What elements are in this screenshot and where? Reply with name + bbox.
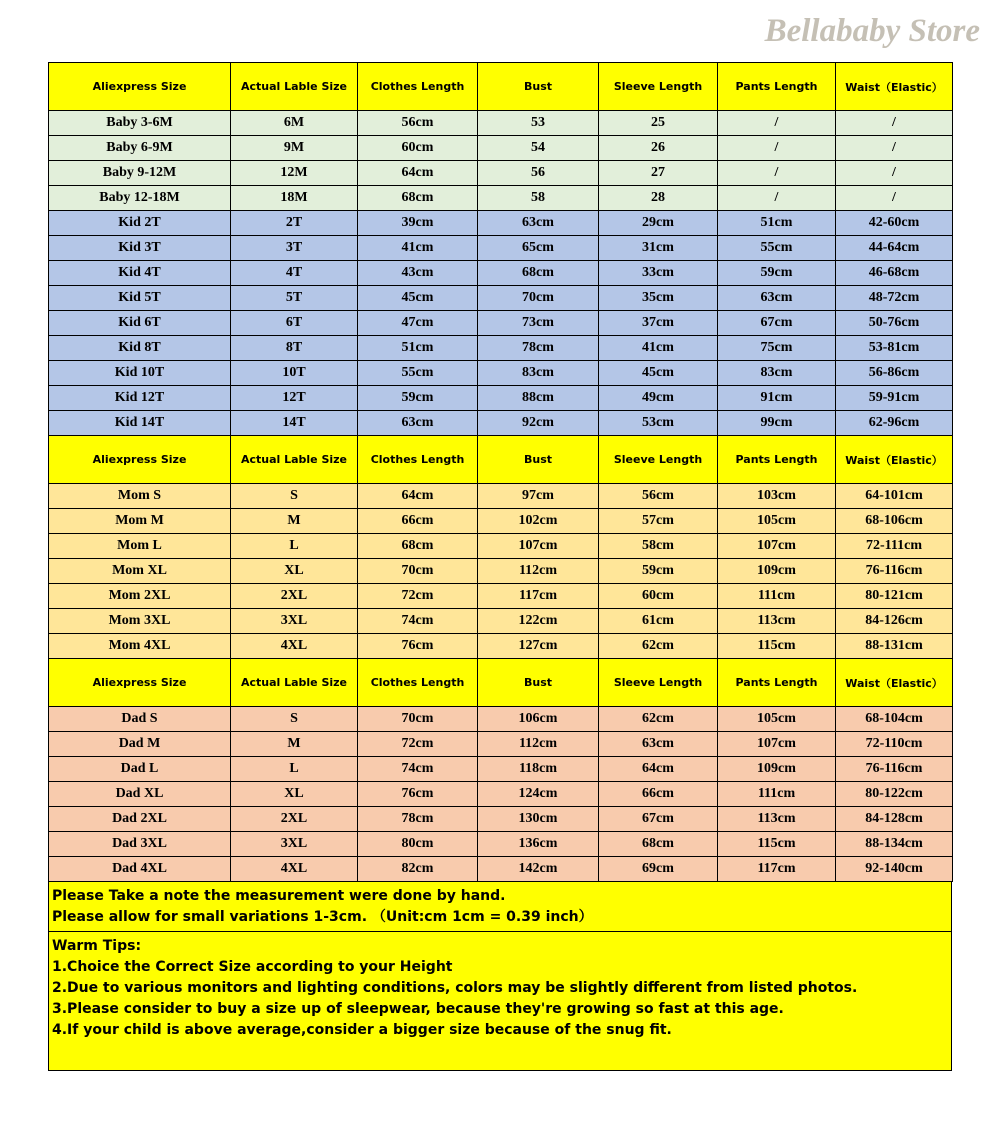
table-cell: 107cm: [718, 732, 836, 757]
table-cell: 63cm: [358, 411, 478, 436]
table-cell: Kid 14T: [49, 411, 231, 436]
table-cell: 51cm: [718, 211, 836, 236]
table-cell: 63cm: [718, 286, 836, 311]
table-cell: Mom 2XL: [49, 584, 231, 609]
table-cell: 107cm: [478, 534, 599, 559]
table-cell: 136cm: [478, 832, 599, 857]
column-header: Aliexpress Size: [49, 63, 231, 111]
table-cell: 111cm: [718, 782, 836, 807]
table-cell: 80-122cm: [836, 782, 953, 807]
table-cell: 44-64cm: [836, 236, 953, 261]
table-cell: 83cm: [478, 361, 599, 386]
dad-size-row: [49, 857, 953, 882]
table-cell: 72-110cm: [836, 732, 953, 757]
table-cell: 29cm: [599, 211, 718, 236]
table-cell: Dad 2XL: [49, 807, 231, 832]
table-cell: 65cm: [478, 236, 599, 261]
table-cell: 72cm: [358, 732, 478, 757]
table-cell: Kid 2T: [49, 211, 231, 236]
table-cell: 68cm: [599, 832, 718, 857]
column-header: Pants Length: [718, 659, 836, 707]
table-cell: 43cm: [358, 261, 478, 286]
table-cell: S: [231, 484, 358, 509]
table-cell: 25: [599, 111, 718, 136]
column-header: Aliexpress Size: [49, 659, 231, 707]
mom-size-row: [49, 509, 953, 534]
table-cell: 115cm: [718, 832, 836, 857]
table-cell: 48-72cm: [836, 286, 953, 311]
mom-size-row: [49, 609, 953, 634]
table-cell: Kid 10T: [49, 361, 231, 386]
table-cell: 39cm: [358, 211, 478, 236]
table-cell: 5T: [231, 286, 358, 311]
table-cell: 59-91cm: [836, 386, 953, 411]
table-cell: 92cm: [478, 411, 599, 436]
table-cell: 10T: [231, 361, 358, 386]
store-watermark: Bellababy Store: [764, 13, 980, 49]
table-cell: 78cm: [358, 807, 478, 832]
table-cell: 42-60cm: [836, 211, 953, 236]
table-cell: 62cm: [599, 634, 718, 659]
table-cell: Mom L: [49, 534, 231, 559]
table-cell: 37cm: [599, 311, 718, 336]
table-cell: 6M: [231, 111, 358, 136]
table-cell: 62cm: [599, 707, 718, 732]
table-cell: 2XL: [231, 807, 358, 832]
table-cell: 56-86cm: [836, 361, 953, 386]
table-cell: 18M: [231, 186, 358, 211]
table-cell: 68-106cm: [836, 509, 953, 534]
table-cell: 59cm: [358, 386, 478, 411]
column-header: Waist（Elastic）: [836, 63, 953, 111]
table-cell: Dad XL: [49, 782, 231, 807]
table-cell: Kid 5T: [49, 286, 231, 311]
column-header: Aliexpress Size: [49, 436, 231, 484]
column-header: Sleeve Length: [599, 436, 718, 484]
table-cell: 8T: [231, 336, 358, 361]
table-cell: 68-104cm: [836, 707, 953, 732]
table-cell: 58cm: [599, 534, 718, 559]
table-cell: 70cm: [358, 559, 478, 584]
size-table: [48, 62, 953, 882]
table-cell: 69cm: [599, 857, 718, 882]
table-cell: 127cm: [478, 634, 599, 659]
mom-size-row: [49, 484, 953, 509]
table-cell: 102cm: [478, 509, 599, 534]
table-cell: 56cm: [599, 484, 718, 509]
measurement-note: [48, 882, 952, 932]
table-cell: 73cm: [478, 311, 599, 336]
table-cell: 70cm: [358, 707, 478, 732]
table-cell: 63cm: [478, 211, 599, 236]
table-cell: Mom M: [49, 509, 231, 534]
column-header: Bust: [478, 659, 599, 707]
table-cell: 92-140cm: [836, 857, 953, 882]
tip-item: 4.If your child is above average,consider a bigger size because of the snug fit.: [52, 1022, 672, 1038]
table-cell: 27: [599, 161, 718, 186]
warm-tips: [48, 932, 952, 1071]
column-header: Clothes Length: [358, 436, 478, 484]
table-cell: 41cm: [599, 336, 718, 361]
table-cell: 31cm: [599, 236, 718, 261]
table-cell: 41cm: [358, 236, 478, 261]
table-cell: Baby 9-12M: [49, 161, 231, 186]
table-cell: 59cm: [718, 261, 836, 286]
table-cell: 91cm: [718, 386, 836, 411]
table-cell: 74cm: [358, 757, 478, 782]
table-cell: 64-101cm: [836, 484, 953, 509]
kid-size-row: [49, 261, 953, 286]
kid-size-row: [49, 311, 953, 336]
table-cell: 57cm: [599, 509, 718, 534]
table-cell: Dad L: [49, 757, 231, 782]
baby-size-row: [49, 161, 953, 186]
table-cell: Dad 4XL: [49, 857, 231, 882]
table-cell: 117cm: [478, 584, 599, 609]
table-cell: 54: [478, 136, 599, 161]
table-cell: /: [718, 136, 836, 161]
table-cell: 111cm: [718, 584, 836, 609]
table-cell: 109cm: [718, 559, 836, 584]
table-cell: 56: [478, 161, 599, 186]
table-cell: 84-126cm: [836, 609, 953, 634]
kid-size-row: [49, 386, 953, 411]
table-cell: 115cm: [718, 634, 836, 659]
table-cell: 105cm: [718, 707, 836, 732]
kid-size-row: [49, 236, 953, 261]
kid-size-row: [49, 286, 953, 311]
table-cell: 61cm: [599, 609, 718, 634]
table-cell: 45cm: [599, 361, 718, 386]
table-cell: 68cm: [358, 186, 478, 211]
table-cell: Mom S: [49, 484, 231, 509]
table-cell: /: [836, 186, 953, 211]
table-cell: 99cm: [718, 411, 836, 436]
column-header: Sleeve Length: [599, 659, 718, 707]
table-cell: 53: [478, 111, 599, 136]
table-cell: 66cm: [358, 509, 478, 534]
table-cell: 9M: [231, 136, 358, 161]
column-header: Pants Length: [718, 63, 836, 111]
table-cell: 76-116cm: [836, 757, 953, 782]
table-cell: 83cm: [718, 361, 836, 386]
table-cell: 122cm: [478, 609, 599, 634]
table-cell: 64cm: [358, 161, 478, 186]
table-cell: 33cm: [599, 261, 718, 286]
table-cell: 80-121cm: [836, 584, 953, 609]
table-cell: 113cm: [718, 807, 836, 832]
table-cell: M: [231, 509, 358, 534]
column-header: Actual Lable Size: [231, 659, 358, 707]
dad-size-row: [49, 707, 953, 732]
table-cell: Kid 6T: [49, 311, 231, 336]
table-cell: Dad 3XL: [49, 832, 231, 857]
table-cell: Dad S: [49, 707, 231, 732]
table-cell: 47cm: [358, 311, 478, 336]
dad-size-row: [49, 832, 953, 857]
mom-size-row: [49, 559, 953, 584]
dad-size-row: [49, 757, 953, 782]
column-header: Pants Length: [718, 436, 836, 484]
table-cell: 58: [478, 186, 599, 211]
table-cell: 88-131cm: [836, 634, 953, 659]
table-cell: 4T: [231, 261, 358, 286]
table-cell: 103cm: [718, 484, 836, 509]
table-cell: L: [231, 534, 358, 559]
table-cell: 72cm: [358, 584, 478, 609]
table-cell: 64cm: [599, 757, 718, 782]
table-cell: 107cm: [718, 534, 836, 559]
table-cell: /: [718, 186, 836, 211]
table-cell: 70cm: [478, 286, 599, 311]
table-cell: 76cm: [358, 782, 478, 807]
table-cell: 3XL: [231, 832, 358, 857]
table-cell: S: [231, 707, 358, 732]
tip-item: 2.Due to various monitors and lighting conditions, colors may be slightly different from listed photos.: [52, 980, 858, 996]
table-cell: 124cm: [478, 782, 599, 807]
kid-size-row: [49, 211, 953, 236]
table-cell: 50-76cm: [836, 311, 953, 336]
table-cell: 4XL: [231, 857, 358, 882]
dad-size-row: [49, 732, 953, 757]
table-cell: 6T: [231, 311, 358, 336]
table-cell: 45cm: [358, 286, 478, 311]
table-cell: 74cm: [358, 609, 478, 634]
table-cell: 109cm: [718, 757, 836, 782]
tip-item: 1.Choice the Correct Size according to your Height: [52, 959, 453, 975]
table-cell: 14T: [231, 411, 358, 436]
table-cell: Mom 4XL: [49, 634, 231, 659]
table-cell: 62-96cm: [836, 411, 953, 436]
table-cell: 106cm: [478, 707, 599, 732]
table-cell: 60cm: [599, 584, 718, 609]
table-cell: /: [836, 136, 953, 161]
mom-size-row: [49, 634, 953, 659]
table-cell: 72-111cm: [836, 534, 953, 559]
table-cell: 4XL: [231, 634, 358, 659]
table-cell: Mom 3XL: [49, 609, 231, 634]
tip-item: 3.Please consider to buy a size up of sleepwear, because they're growing so fast at this age.: [52, 1001, 784, 1017]
table-cell: 12T: [231, 386, 358, 411]
table-cell: XL: [231, 559, 358, 584]
table-cell: L: [231, 757, 358, 782]
table-cell: 26: [599, 136, 718, 161]
table-cell: Kid 8T: [49, 336, 231, 361]
note-line: Please allow for small variations 1-3cm. （Unit:cm 1cm = 0.39 inch）: [52, 909, 593, 925]
table-cell: Kid 4T: [49, 261, 231, 286]
table-cell: 112cm: [478, 732, 599, 757]
table-cell: Kid 12T: [49, 386, 231, 411]
table-cell: 66cm: [599, 782, 718, 807]
table-cell: /: [718, 161, 836, 186]
table-cell: 56cm: [358, 111, 478, 136]
kid-size-row: [49, 361, 953, 386]
table-cell: XL: [231, 782, 358, 807]
table-cell: 142cm: [478, 857, 599, 882]
column-header: Clothes Length: [358, 659, 478, 707]
dad-size-row: [49, 807, 953, 832]
table-cell: 12M: [231, 161, 358, 186]
table-cell: 3XL: [231, 609, 358, 634]
table-cell: 118cm: [478, 757, 599, 782]
table-cell: 97cm: [478, 484, 599, 509]
baby-size-row: [49, 186, 953, 211]
note-line: Please Take a note the measurement were done by hand.: [52, 888, 506, 904]
table-cell: 130cm: [478, 807, 599, 832]
table-cell: 67cm: [718, 311, 836, 336]
table-cell: 28: [599, 186, 718, 211]
column-header: Bust: [478, 436, 599, 484]
table-cell: 2T: [231, 211, 358, 236]
column-header: Bust: [478, 63, 599, 111]
baby-size-row: [49, 136, 953, 161]
table-cell: /: [836, 161, 953, 186]
table-cell: 112cm: [478, 559, 599, 584]
table-cell: 55cm: [358, 361, 478, 386]
kid-size-row: [49, 411, 953, 436]
column-header: Actual Lable Size: [231, 63, 358, 111]
column-header: Waist（Elastic）: [836, 659, 953, 707]
column-header: Waist（Elastic）: [836, 436, 953, 484]
header-row: [49, 63, 953, 111]
header-row: [49, 436, 953, 484]
table-cell: 78cm: [478, 336, 599, 361]
table-cell: 53cm: [599, 411, 718, 436]
table-cell: 84-128cm: [836, 807, 953, 832]
table-cell: 49cm: [599, 386, 718, 411]
table-cell: 88cm: [478, 386, 599, 411]
table-cell: 105cm: [718, 509, 836, 534]
table-cell: 68cm: [478, 261, 599, 286]
table-cell: 51cm: [358, 336, 478, 361]
table-cell: 2XL: [231, 584, 358, 609]
table-cell: 80cm: [358, 832, 478, 857]
column-header: Clothes Length: [358, 63, 478, 111]
column-header: Sleeve Length: [599, 63, 718, 111]
table-cell: /: [836, 111, 953, 136]
mom-size-row: [49, 534, 953, 559]
table-cell: 117cm: [718, 857, 836, 882]
table-cell: Baby 12-18M: [49, 186, 231, 211]
table-cell: 64cm: [358, 484, 478, 509]
table-cell: 3T: [231, 236, 358, 261]
table-cell: 55cm: [718, 236, 836, 261]
table-cell: M: [231, 732, 358, 757]
table-cell: Kid 3T: [49, 236, 231, 261]
table-cell: /: [718, 111, 836, 136]
table-cell: 76cm: [358, 634, 478, 659]
dad-size-row: [49, 782, 953, 807]
table-cell: 75cm: [718, 336, 836, 361]
table-cell: 59cm: [599, 559, 718, 584]
table-cell: Mom XL: [49, 559, 231, 584]
table-cell: 63cm: [599, 732, 718, 757]
header-row: [49, 659, 953, 707]
table-cell: Baby 6-9M: [49, 136, 231, 161]
table-cell: 82cm: [358, 857, 478, 882]
table-cell: 35cm: [599, 286, 718, 311]
column-header: Actual Lable Size: [231, 436, 358, 484]
tips-title: Warm Tips:: [52, 938, 142, 954]
table-cell: 76-116cm: [836, 559, 953, 584]
table-cell: 46-68cm: [836, 261, 953, 286]
table-cell: 67cm: [599, 807, 718, 832]
size-chart: [48, 62, 952, 1071]
table-cell: 113cm: [718, 609, 836, 634]
table-cell: Dad M: [49, 732, 231, 757]
mom-size-row: [49, 584, 953, 609]
table-cell: Baby 3-6M: [49, 111, 231, 136]
kid-size-row: [49, 336, 953, 361]
table-cell: 53-81cm: [836, 336, 953, 361]
table-cell: 68cm: [358, 534, 478, 559]
table-cell: 88-134cm: [836, 832, 953, 857]
table-cell: 60cm: [358, 136, 478, 161]
baby-size-row: [49, 111, 953, 136]
